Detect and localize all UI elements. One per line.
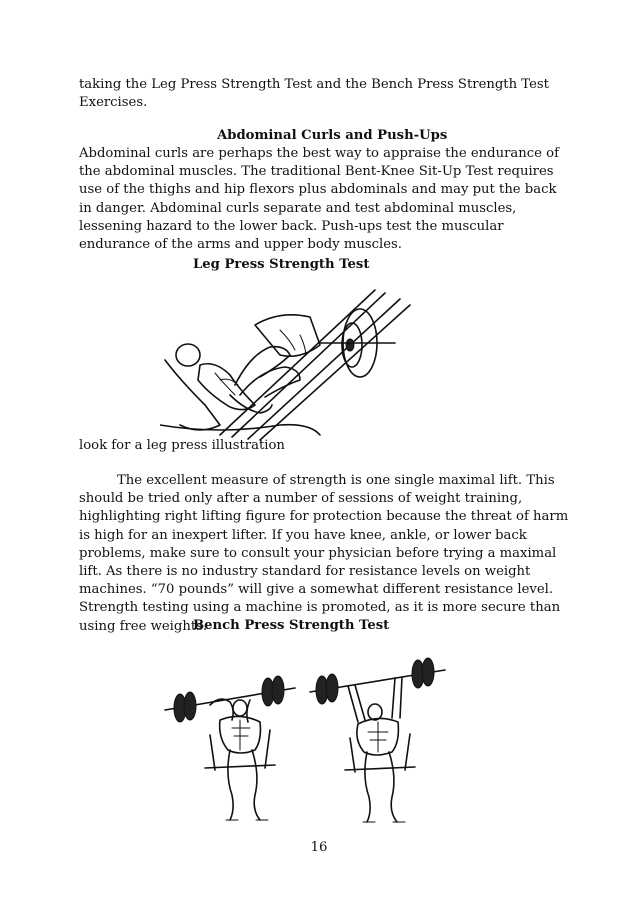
bench-press-illustration (160, 650, 450, 825)
heading-bench-press: Bench Press Strength Test (193, 618, 390, 633)
heading-abdominal-curls: Abdominal Curls and Push-Ups (217, 128, 448, 143)
page-number: 16 (310, 840, 328, 855)
leg-press-paragraph: The excellent measure of strength is one single maximal lift. This should be tried only after a number of sessions of weight training, highlighting right lifting figure for protection because the threat of harm is high for an inexpert lifter. If you have knee, ankle, or lower back problems, make sure to consult your physician before trying a maximal lift. As there is no industry standard for resistance levels on weight machines. “70 pounds” will give a somewhat different resistance level. Strength testing using a machine is promoted, as it is more secure than using free weights. (79, 473, 569, 634)
abdominal-paragraph: Abdominal curls are perhaps the best way to appraise the endurance of the abdominal muscles. The traditional Bent-Knee Sit-Up Test requires use of the thighs and hip flexors plus abdominals and may put the back in danger. Abdominal curls separate and test abdominal muscles, lessening hazard to the lower back. Push-ups test the muscular endurance of the arms and upper body muscles. (79, 146, 559, 253)
leg-press-caption: look for a leg press illustration (79, 438, 285, 453)
leg-press-illustration (160, 285, 420, 445)
heading-leg-press: Leg Press Strength Test (193, 257, 370, 272)
intro-paragraph: taking the Leg Press Strength Test and the Bench Press Strength Test Exercises. (79, 77, 549, 111)
